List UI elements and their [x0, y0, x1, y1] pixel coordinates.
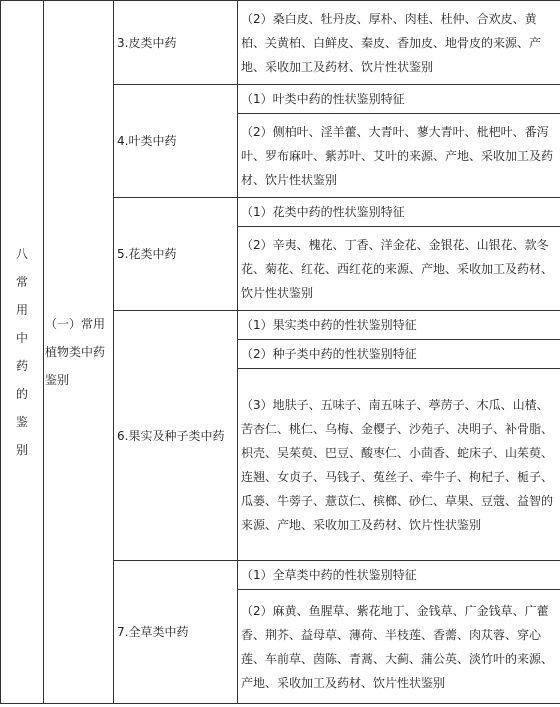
detail-cell: （1）全草类中药的性状鉴别特征: [238, 561, 560, 590]
detail-cell: （1）果实类中药的性状鉴别特征: [238, 311, 560, 340]
detail-cell: （1）叶类中药的性状鉴别特征: [238, 85, 560, 114]
table-row: [1, 1, 560, 85]
chapter-cell: 八常用中药的鉴别: [1, 1, 44, 704]
detail-cell: （2）侧柏叶、淫羊藿、大青叶、蓼大青叶、枇杷叶、番泻叶、罗布麻叶、紫苏叶、艾叶的来源、产地、采收加工及药材、饮片性状鉴别: [238, 114, 560, 198]
group-name-cell: 4.叶类中药: [114, 85, 238, 198]
detail-cell: （3）地肤子、五味子、南五味子、葶苈子、木瓜、山楂、苦杏仁、桃仁、乌梅、金樱子、沙苑子、决明子、补骨脂、枳壳、吴茱萸、巴豆、酸枣仁、小茴香、蛇床子、山茱萸、连翘、女贞子、马钱子、菟丝子、牵牛子、枸杞子、栀子、瓜蒌、牛蒡子、薏苡仁、槟榔、砂仁、草果、豆蔻、益智的来源、产地、采收加工及药材、饮片性状鉴别: [238, 369, 560, 561]
group-name-cell: 7.全草类中药: [114, 561, 238, 704]
detail-cell: （2）麻黄、鱼腥草、紫花地丁、金钱草、广金钱草、广藿香、荆芥、益母草、薄荷、半枝莲、香薷、肉苁蓉、穿心莲、车前草、茵陈、青蒿、大蓟、蒲公英、淡竹叶的来源、产地、采收加工及药材、饮片性状鉴别: [238, 590, 560, 704]
detail-cell: （2）种子类中药的性状鉴别特征: [238, 340, 560, 369]
group-name-cell: 5.花类中药: [114, 198, 238, 311]
group-name-cell: 3.皮类中药: [114, 1, 238, 85]
group-name-cell: 6.果实及种子类中药: [114, 311, 238, 561]
detail-cell: （2）桑白皮、牡丹皮、厚朴、肉桂、杜仲、合欢皮、黄柏、关黄柏、白鲜皮、秦皮、香加皮、地骨皮的来源、产地、采收加工及药材、饮片性状鉴别: [238, 1, 560, 85]
detail-cell: （1）花类中药的性状鉴别特征: [238, 198, 560, 227]
section-cell: （一）常用植物类中药鉴别: [44, 1, 114, 704]
detail-cell: （2）辛夷、槐花、丁香、洋金花、金银花、山银花、款冬花、菊花、红花、西红花的来源、产地、采收加工及药材、饮片性状鉴别: [238, 227, 560, 311]
